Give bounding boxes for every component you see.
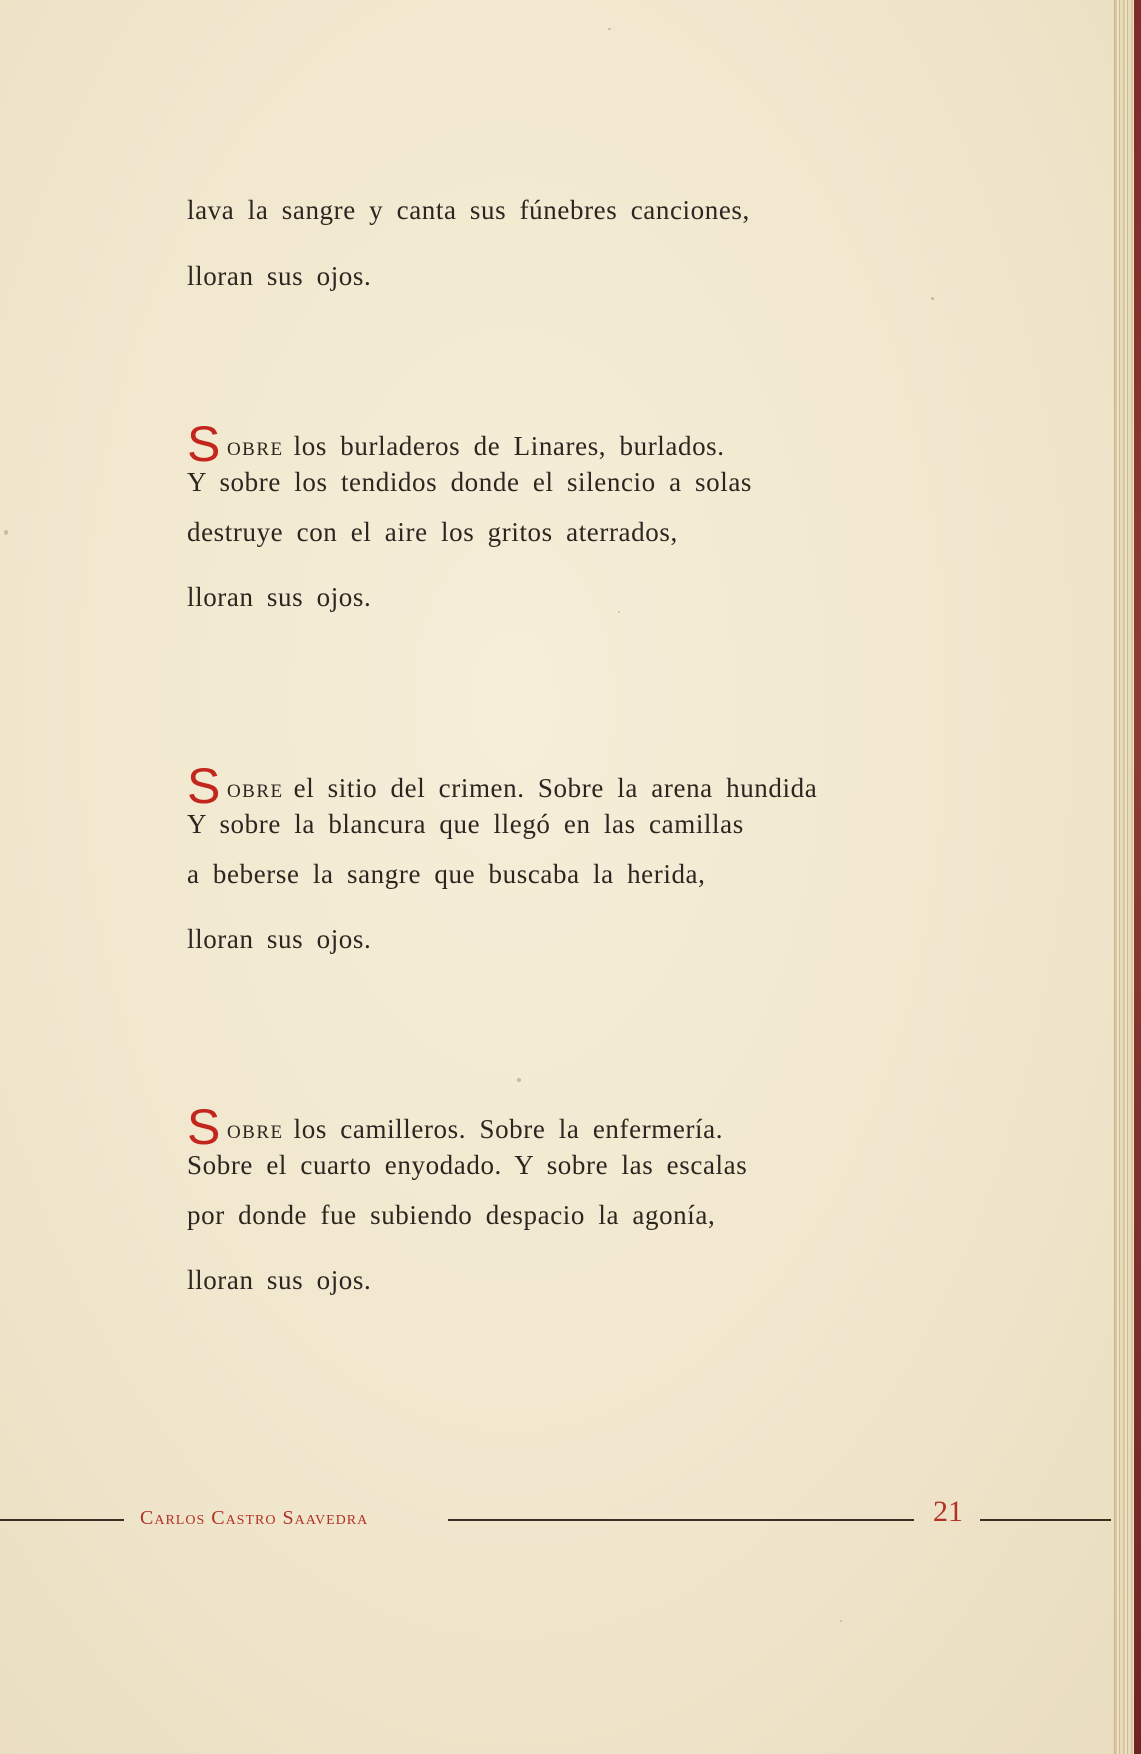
- drop-cap: S: [187, 758, 221, 814]
- page-footer: [0, 1497, 1111, 1537]
- poem-line: destruye con el aire los gritos aterrados,: [187, 517, 678, 547]
- refrain-line: lloran sus ojos.: [187, 261, 372, 291]
- poem-line: por donde fue subiendo despacio la agonía,: [187, 1200, 716, 1230]
- poem-line: Y sobre los tendidos donde el silencio a solas: [187, 467, 753, 497]
- paper-speck: [618, 611, 620, 613]
- paper-speck: [931, 297, 934, 300]
- drop-cap: S: [187, 416, 221, 472]
- poem-line-text: los burladeros de Linares, burlados.: [293, 431, 725, 461]
- poem-line: lava la sangre y canta sus fúnebres canciones,: [187, 195, 750, 225]
- refrain-line: lloran sus ojos.: [187, 924, 372, 954]
- refrain-line: lloran sus ojos.: [187, 582, 372, 612]
- small-caps-word: OBRE: [226, 781, 284, 802]
- poem-line-opening: [187, 416, 725, 472]
- drop-cap: S: [187, 1099, 221, 1155]
- poem-line: Sobre el cuarto enyodado. Y sobre las escalas: [187, 1150, 748, 1180]
- small-caps-word: OBRE: [226, 439, 284, 460]
- author-name: Carlos Castro Saavedra: [140, 1507, 369, 1529]
- poem-line: Y sobre la blancura que llegó en las camillas: [187, 809, 744, 839]
- poem-line-text: los camilleros. Sobre la enfermería.: [293, 1114, 724, 1144]
- small-caps-word: OBRE: [226, 1122, 284, 1143]
- page-number: 21: [933, 1495, 963, 1528]
- poem-line-opening: [187, 758, 818, 814]
- footer-rule: [448, 1519, 914, 1521]
- footer-rule: [0, 1519, 124, 1521]
- poem-line-text: el sitio del crimen. Sobre la arena hundida: [293, 773, 818, 803]
- book-cover-edge: [1134, 0, 1141, 1754]
- poem-line-opening: [187, 1099, 724, 1155]
- footer-rule: [980, 1519, 1111, 1521]
- poem-line: a beberse la sangre que buscaba la herida,: [187, 859, 706, 889]
- refrain-line: lloran sus ojos.: [187, 1265, 372, 1295]
- paper-speck: [517, 1078, 521, 1082]
- paper-speck: [608, 28, 611, 30]
- paper-speck: [4, 530, 8, 535]
- paper-speck: [840, 1620, 842, 1622]
